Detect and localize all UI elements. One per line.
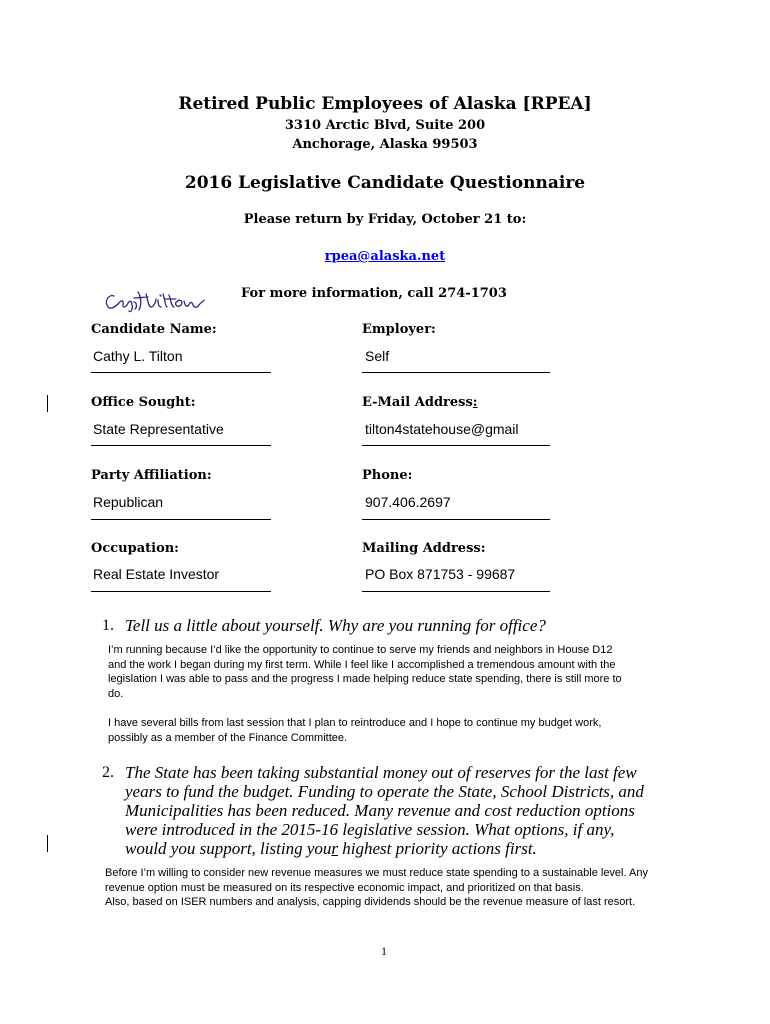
mailing-underline (362, 591, 550, 592)
employer-value[interactable]: Self (365, 348, 390, 364)
address-line-2: Anchorage, Alaska 99503 (292, 137, 478, 152)
office-value[interactable]: State Representative (93, 421, 224, 437)
return-instruction: Please return by Friday, October 21 to: (243, 212, 527, 227)
phone-underline (362, 519, 550, 520)
question-2-text: The State has been taking substantial money out of reserves for the last few years to fund the budget. Funding to operate the State, School Districts, and Municipalities has been reduced. Many revenue and cost reduction options were introduced in the 2015-16 legislative session. What options, if any, would you support, listing your highest priority actions first. (125, 763, 644, 858)
change-bar (47, 395, 48, 412)
employer-underline (362, 372, 550, 373)
occupation-label: Occupation: (91, 541, 179, 556)
page-number: 1 (381, 944, 387, 958)
party-value[interactable]: Republican (93, 494, 164, 510)
party-underline (91, 519, 271, 520)
info-line: For more information, call 274-1703 (241, 286, 507, 301)
phone-label: Phone: (362, 468, 413, 483)
answer-2-paragraph-1: Before I’m willing to consider new revenue measures we must reduce state spending to a sustainable level. Any revenue option must be measured on its respective economic impact, and prioritized on that basis. (105, 867, 648, 894)
occupation-value[interactable]: Real Estate Investor (93, 566, 220, 582)
email-label-suffix: : (472, 395, 478, 410)
org-name: Retired Public Employees of Alaska [RPEA] (178, 94, 592, 114)
email-underline (362, 445, 550, 446)
answer-2-paragraph-2: Also, based on ISER numbers and analysis, capping dividends should be the revenue measure of last resort. (105, 896, 636, 908)
candidate-name-value[interactable]: Cathy L. Tilton (93, 348, 183, 364)
mailing-label: Mailing Address: (362, 541, 486, 556)
answer-2[interactable] (105, 866, 655, 910)
change-bar-2 (47, 835, 48, 852)
contact-email-link[interactable]: rpea@alaska.net (324, 249, 446, 264)
question-2-number: 2. (102, 764, 114, 781)
employer-label: Employer: (362, 322, 436, 337)
email-label: E-Mail Address: (362, 395, 478, 410)
candidate-name-underline (91, 372, 271, 373)
answer-1[interactable] (108, 643, 630, 745)
answer-1-paragraph-2: I have several bills from last session that I plan to reintroduce and I hope to continue my budget work, possibly as a member of the Finance Committee. (108, 717, 602, 744)
question-2-underlined-char: r (331, 839, 338, 858)
address-line-1: 3310 Arctic Blvd, Suite 200 (284, 118, 486, 133)
signature-drawing (104, 288, 208, 314)
party-label: Party Affiliation: (91, 468, 212, 483)
signature (104, 288, 208, 319)
candidate-name-label: Candidate Name: (91, 322, 217, 337)
question-1-number: 1. (102, 617, 114, 634)
email-value[interactable]: tilton4statehouse@gmail (365, 421, 519, 437)
occupation-underline (91, 591, 271, 592)
office-label: Office Sought: (91, 395, 196, 410)
mailing-value[interactable]: PO Box 871753 - 99687 (365, 566, 516, 582)
answer-1-paragraph-1: I’m running because I’d like the opportunity to continue to serve my friends and neighbors in House D12 and the work I began during my first term. While I feel like I accomplished a tremendous amount with the legislation I was able to pass and the progress I made helping reduce state spending, there is still more to do. (108, 644, 622, 700)
phone-value[interactable]: 907.406.2697 (365, 494, 451, 510)
office-underline (91, 445, 271, 446)
question-1-text: Tell us a little about yourself. Why are you running for office? (125, 616, 546, 635)
questionnaire-title: 2016 Legislative Candidate Questionnaire (184, 173, 586, 193)
